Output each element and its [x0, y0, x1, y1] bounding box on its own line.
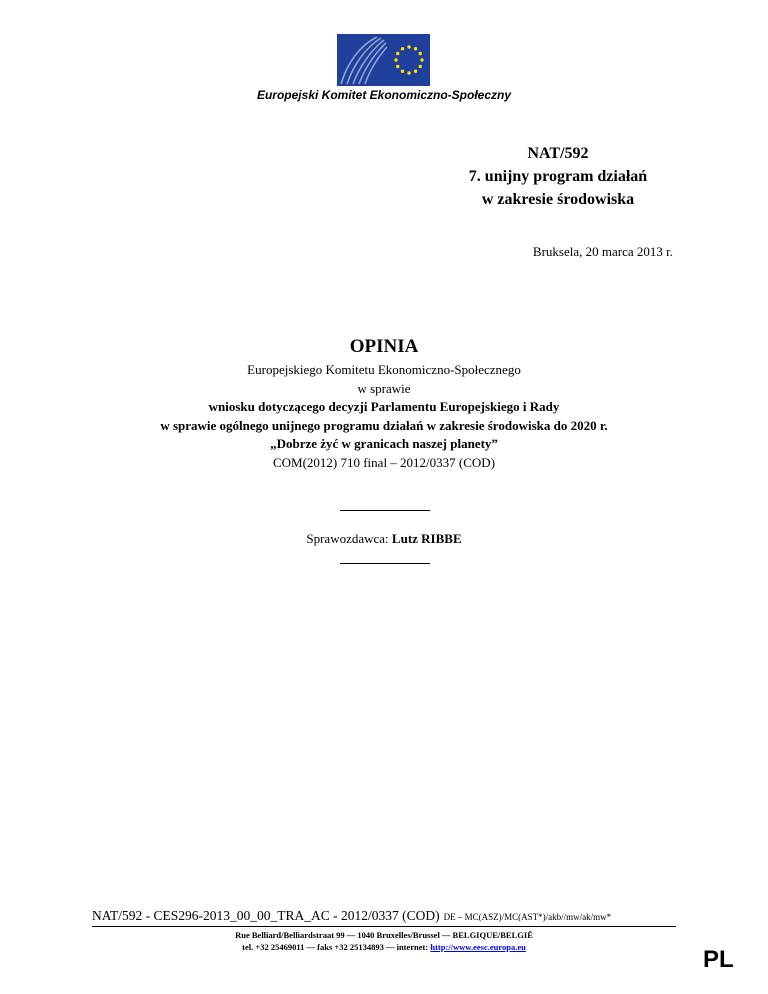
opinion-line-1: Europejskiego Komitetu Ekonomiczno-Społecznego [247, 362, 521, 377]
document-date: Bruksela, 20 marca 2013 r. [532, 244, 673, 259]
reference-title-line1: 7. unijny program działań [468, 168, 648, 185]
footer-contact-prefix: tel. +32 25469011 — faks +32 25134893 — internet: [242, 942, 431, 952]
rapporteur [0, 531, 768, 547]
organization-name: Europejski Komitet Ekonomiczno-Społeczny [256, 88, 512, 102]
logo-star-icon [420, 58, 423, 61]
footer-divider [92, 926, 676, 927]
logo-star-icon [419, 65, 422, 68]
opinion-title: OPINIA [349, 336, 419, 357]
opinion-line-2: w sprawie [357, 380, 411, 396]
logo-star-icon [419, 52, 422, 55]
footer-document-reference [92, 908, 611, 924]
reference-code: NAT/592 [527, 145, 589, 162]
footer-contact [92, 941, 676, 953]
logo-star-icon [414, 70, 417, 73]
logo-star-icon [394, 58, 397, 61]
document-reference [440, 142, 676, 211]
logo-star-icon [401, 47, 404, 50]
opinion-line-6: COM(2012) 710 final – 2012/0337 (COD) [272, 454, 496, 470]
rapporteur-name: Lutz RIBBE [391, 531, 462, 546]
rapporteur-label: Sprawozdawca: [306, 531, 389, 546]
opinion-subject [0, 361, 768, 472]
opinion-line-5: „Dobrze żyć w granicach naszej planety” [270, 436, 498, 451]
logo-star-icon [414, 47, 417, 50]
footer-address: Rue Belliard/Belliardstraat 99 — 1040 Bruxelles/Brussel — BELGIQUE/BELGIË [235, 930, 533, 940]
logo-star-icon [407, 45, 410, 48]
footer-doc-ref-small: DE – MC(ASZ)/MC(AST*)/akb//mw/ak/mw* [443, 912, 612, 922]
opinion-line-4: w sprawie ogólnego unijnego programu działań w zakresie środowiska do 2020 r. [160, 417, 608, 433]
reference-title-line2: w zakresie środowiska [481, 191, 635, 208]
footer-doc-ref: NAT/592 - CES296-2013_00_00_TRA_AC - 2012/0337 (COD) [92, 908, 440, 923]
logo-star-icon [407, 71, 410, 74]
footer-address-block [92, 929, 676, 953]
separator-line-bottom [340, 563, 430, 564]
logo-star-icon [396, 65, 399, 68]
logo-star-icon [401, 70, 404, 73]
language-code: PL [703, 946, 734, 973]
website-link[interactable]: http://www.eesc.europa.eu [430, 942, 526, 952]
eesc-logo-icon [337, 34, 430, 86]
logo-star-icon [396, 52, 399, 55]
opinion-line-3: wniosku dotyczącego decyzji Parlamentu Europejskiego i Rady [208, 399, 560, 414]
separator-line-top [340, 510, 430, 511]
